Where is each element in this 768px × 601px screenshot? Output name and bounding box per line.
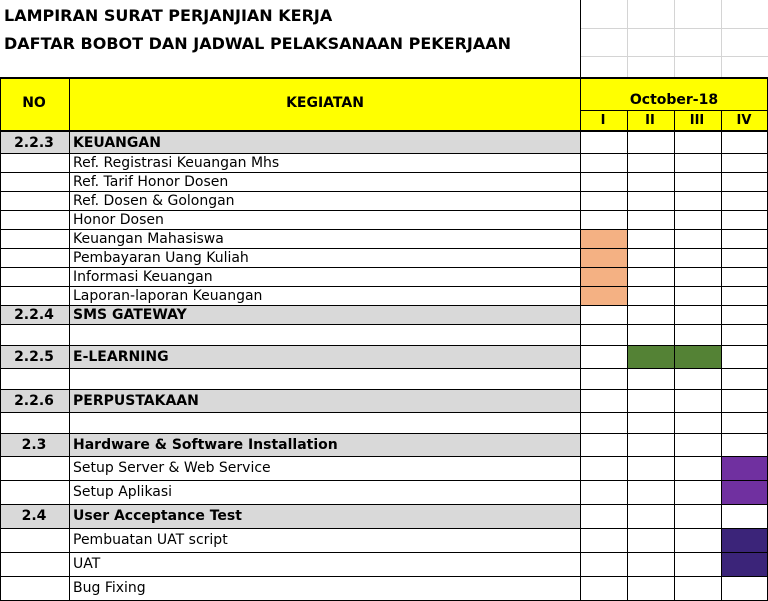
table-border [0,504,768,505]
table-border [0,191,768,192]
task-label: Pembayaran Uang Kuliah [73,250,249,266]
header-week-4: IV [736,113,752,128]
table-border [0,433,768,434]
table-border [0,77,768,79]
table-border [0,267,768,268]
table-border [0,305,768,306]
task-label: UAT [73,556,101,572]
section-title: SMS GATEWAY [73,307,187,323]
row-number: 2.4 [21,508,47,524]
gantt-bar [721,528,768,552]
header-month: October-18 [629,92,719,108]
gantt-bar [721,480,768,504]
task-label: Bug Fixing [73,580,146,596]
header-week-1: I [600,113,606,128]
section-title: Hardware & Software Installation [73,437,338,453]
header-week-3: III [689,113,705,128]
table-border [0,412,768,413]
table-border [0,153,768,154]
row-number: 2.3 [21,437,47,453]
gantt-bar [580,248,627,267]
table-border [0,286,768,287]
table-border [0,552,768,553]
table-border [0,456,768,457]
gantt-bar [580,267,627,286]
task-label: Pembuatan UAT script [73,532,228,548]
table-border [580,0,581,601]
section-title: PERPUSTAKAAN [73,393,199,409]
header-no: NO [22,95,46,111]
gridline [580,56,768,57]
task-label: Informasi Keuangan [73,269,213,285]
section-title: KEUANGAN [73,135,161,151]
gantt-bar [580,229,627,248]
task-label: Honor Dosen [73,212,164,228]
gridline [627,0,628,78]
row-number: 2.2.3 [14,135,54,151]
task-label: Keuangan Mahasiswa [73,231,224,247]
table-border [0,345,768,346]
row-number: 2.2.4 [14,307,54,323]
table-border [0,389,768,390]
header-week-2: II [645,113,655,128]
gridline [721,0,722,78]
gantt-bar [627,345,674,368]
row-number: 2.2.5 [14,349,54,365]
task-label: Ref. Dosen & Golongan [73,193,235,209]
gridline [674,0,675,78]
table-border [0,480,768,481]
section-title: E-LEARNING [73,349,169,365]
task-label: Setup Server & Web Service [73,460,271,476]
table-border [0,229,768,230]
gantt-bar [674,345,721,368]
task-label: Laporan-laporan Keuangan [73,288,263,304]
table-border [0,576,768,577]
task-label: Setup Aplikasi [73,484,173,500]
row-number: 2.2.6 [14,393,54,409]
section-title: User Acceptance Test [73,508,242,524]
table-border [0,324,768,325]
gridline [580,28,768,29]
gantt-bar [721,552,768,576]
task-label: Ref. Tarif Honor Dosen [73,174,229,190]
gantt-bar [721,456,768,480]
title-line-2: DAFTAR BOBOT DAN JADWAL PELAKSANAAN PEKERJAAN [4,34,512,53]
table-border [0,210,768,211]
table-border [0,130,768,132]
table-border [0,368,768,369]
title-line-1: LAMPIRAN SURAT PERJANJIAN KERJA [4,6,333,25]
table-border [0,172,768,173]
table-border [69,77,70,601]
table-border [0,528,768,529]
gantt-bar [580,286,627,305]
task-label: Ref. Registrasi Keuangan Mhs [73,155,280,171]
table-border [0,248,768,249]
header-kegiatan: KEGIATAN [286,95,364,111]
